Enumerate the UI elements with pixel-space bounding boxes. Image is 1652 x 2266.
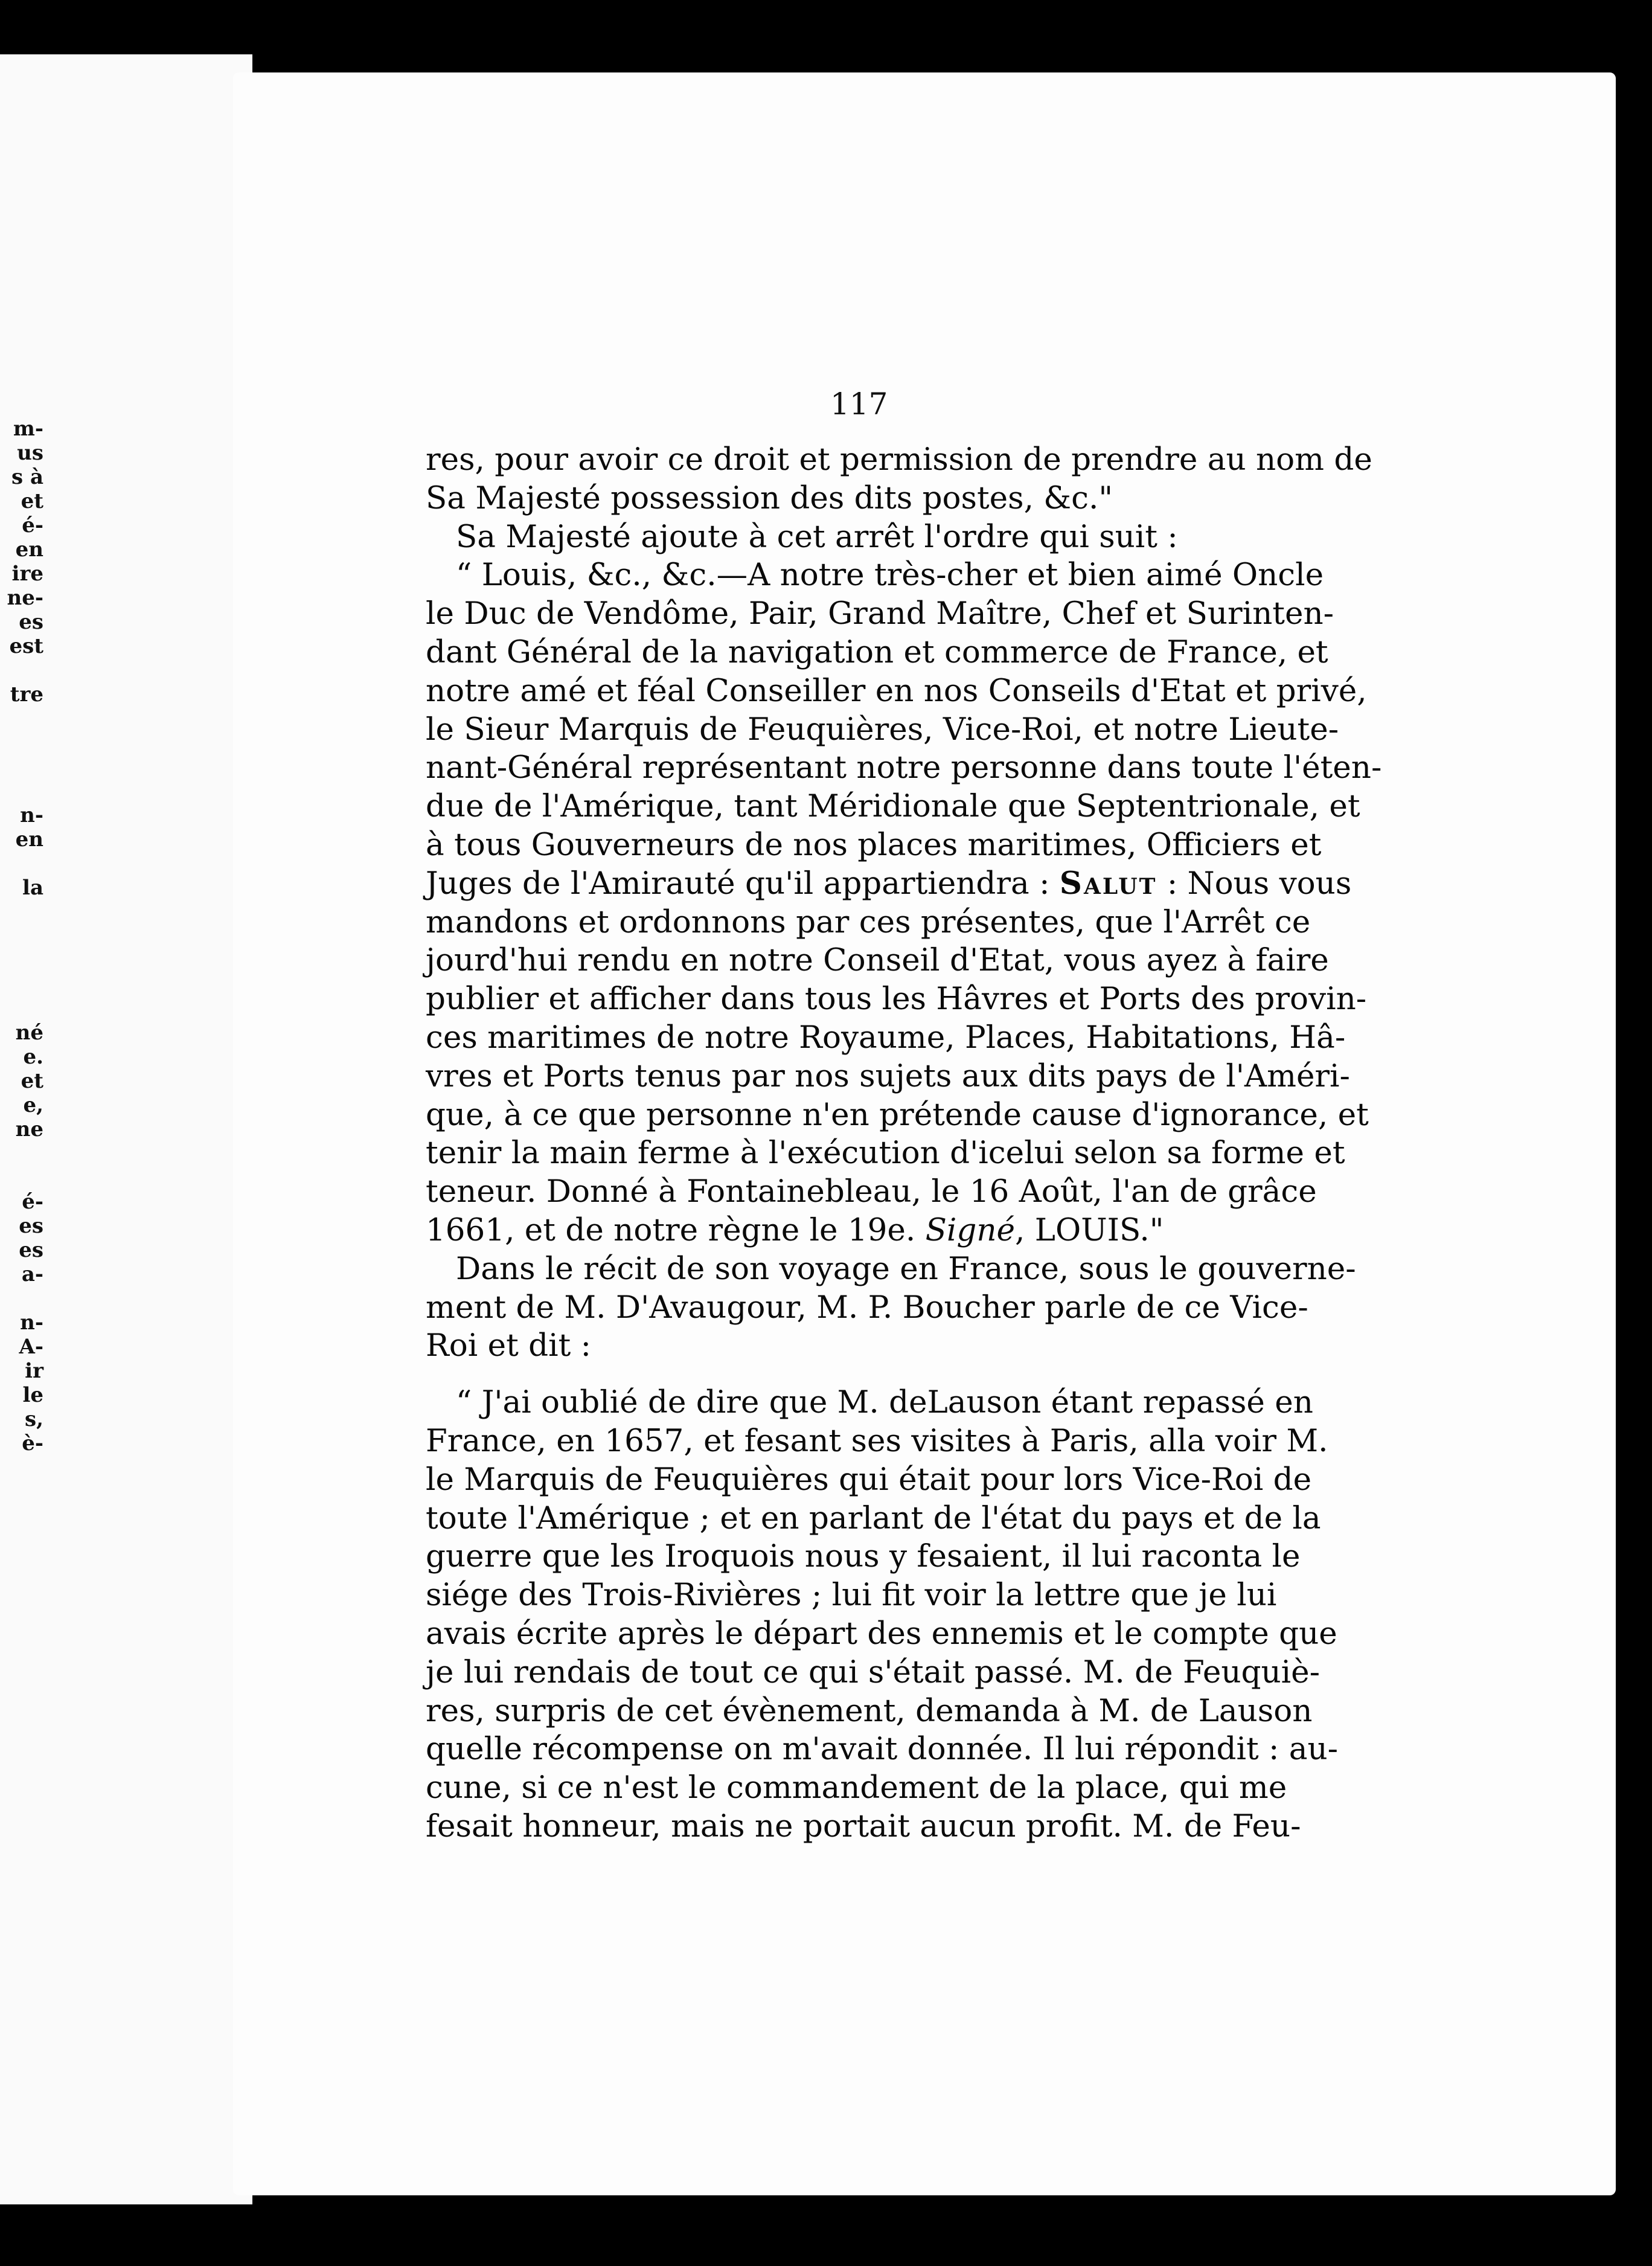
text-line: “ J'ai oublié de dire que M. deLauson étant repassé en [456, 1384, 1313, 1421]
text-run: , LOUIS." [1015, 1212, 1164, 1248]
left-fragment: en [15, 827, 43, 852]
left-fragment: né [15, 1021, 43, 1045]
text-line: publier et afficher dans tous les Hâvres et Ports des provin- [426, 981, 1367, 1018]
left-fragment [0, 1166, 43, 1190]
left-fragment: es [19, 1214, 43, 1238]
text-line: dant Général de la navigation et commerce de France, et [426, 634, 1328, 670]
left-fragment: ire [11, 562, 43, 586]
text-line: avais écrite après le départ des ennemis et le compte que [426, 1615, 1337, 1652]
left-fragment [0, 1286, 43, 1311]
text-line: Dans le récit de son voyage en France, sous le gouverne- [456, 1250, 1356, 1287]
text-line [426, 1212, 1262, 1250]
text-line: mandons et ordonnons par ces présentes, que l'Arrêt ce [426, 904, 1311, 940]
left-fragment: ne- [7, 586, 43, 610]
text-line: le Sieur Marquis de Feuquières, Vice-Roi, et notre Lieute- [426, 711, 1339, 748]
text-line: cune, si ce n'est le commandement de la place, qui me [426, 1770, 1287, 1806]
left-fragment: e, [23, 1093, 43, 1117]
text-line: quelle récompense on m'avait donnée. Il lui répondit : au- [426, 1731, 1339, 1768]
left-fragment: es [19, 610, 43, 634]
text-run: Juges de l'Amirauté qu'il appartiendra : [426, 865, 1060, 902]
left-fragment: la [22, 876, 43, 900]
left-fragment [0, 658, 43, 682]
page-body [426, 441, 1382, 1846]
text-line: Sa Majesté possession des dits postes, &c." [426, 480, 1113, 516]
left-fragment [0, 755, 43, 779]
text-line: ces maritimes de notre Royaume, Places, Habitations, Hâ- [426, 1019, 1346, 1056]
text-line: le Duc de Vendôme, Pair, Grand Maître, Chef et Surinten- [426, 595, 1334, 632]
left-fragment: ne [15, 1117, 43, 1141]
text-line: jourd'hui rendu en notre Conseil d'Etat, vous ayez à faire [426, 942, 1329, 979]
left-fragment [0, 852, 43, 876]
signe-italic: Signé [925, 1212, 1016, 1248]
text-line [426, 865, 1352, 904]
left-fragment: n- [20, 1311, 43, 1335]
page-number: 117 [830, 387, 888, 422]
text-line: notre amé et féal Conseiller en nos Conseils d'Etat et privé, [426, 672, 1367, 709]
left-fragment [0, 972, 43, 997]
left-fragment: ir [25, 1359, 43, 1383]
text-run: : Nous vous [1157, 865, 1352, 902]
left-fragment: m- [13, 417, 43, 441]
left-fragment: le [22, 1383, 43, 1407]
left-fragment: n- [20, 803, 43, 827]
left-fragment: é- [22, 513, 43, 538]
left-fragment: s, [25, 1407, 43, 1431]
left-fragment: é- [22, 1190, 43, 1214]
left-fragment [0, 779, 43, 803]
left-fragment: A- [19, 1335, 43, 1359]
text-line: Roi et dit : [426, 1327, 592, 1364]
text-line: res, surpris de cet évènement, demanda à M. de Lauson [426, 1692, 1313, 1729]
left-fragment: e. [23, 1045, 43, 1069]
paragraph-gap [426, 1366, 1262, 1384]
left-fragment [0, 707, 43, 731]
text-line: nant-Général représentant notre personne dans toute l'éten- [426, 749, 1382, 786]
text-line: teneur. Donné à Fontainebleau, le 16 Août, l'an de grâce [426, 1173, 1317, 1210]
text-line: France, en 1657, et fesant ses visites à Paris, alla voir M. [426, 1422, 1328, 1459]
left-fragment [0, 1141, 43, 1166]
left-fragment: s à [11, 465, 43, 489]
text-line: tenir la main ferme à l'exécution d'icelui selon sa forme et [426, 1135, 1345, 1172]
left-page-text-fragments [0, 417, 48, 1456]
text-line: le Marquis de Feuquières qui était pour lors Vice-Roi de [426, 1461, 1312, 1498]
text-line: toute l'Amérique ; et en parlant de l'état du pays et de la [426, 1500, 1321, 1536]
left-fragment: è- [22, 1431, 43, 1456]
left-fragment: a- [21, 1262, 43, 1286]
left-fragment: et [21, 489, 43, 513]
text-line: à tous Gouverneurs de nos places maritimes, Officiers et [426, 826, 1322, 863]
left-fragment: est [9, 634, 43, 658]
left-fragment [0, 924, 43, 948]
left-fragment [0, 731, 43, 755]
left-fragment: es [19, 1238, 43, 1262]
text-line: vres et Ports tenus par nos sujets aux dits pays de l'Améri- [426, 1058, 1350, 1094]
left-fragment: en [15, 538, 43, 562]
left-fragment [0, 900, 43, 924]
text-line: Sa Majesté ajoute à cet arrêt l'ordre qui suit : [456, 518, 1178, 555]
text-line: “ Louis, &c., &c.—A notre très-cher et bien aimé Oncle [456, 557, 1324, 594]
left-fragment [0, 997, 43, 1021]
text-line: due de l'Amérique, tant Méridionale que Septentrionale, et [426, 788, 1360, 825]
text-line: fesait honneur, mais ne portait aucun profit. M. de Feu- [426, 1808, 1301, 1844]
text-run: 1661, et de notre règne le 19e. [426, 1212, 926, 1248]
text-line: ment de M. D'Avaugour, M. P. Boucher parle de ce Vice- [426, 1289, 1308, 1326]
text-line: je lui rendais de tout ce qui s'était passé. M. de Feuquiè- [426, 1654, 1321, 1690]
left-fragment [0, 948, 43, 972]
text-line: res, pour avoir ce droit et permission de prendre au nom de [426, 441, 1372, 478]
left-fragment: us [17, 441, 43, 465]
left-fragment: tre [10, 682, 43, 707]
left-page-edge [0, 54, 252, 2204]
text-line: que, à ce que personne n'en prétende cause d'ignorance, et [426, 1096, 1369, 1133]
left-fragment: et [21, 1069, 43, 1093]
text-line: guerre que les Iroquois nous y fesaient, il lui raconta le [426, 1538, 1301, 1575]
text-line: siége des Trois-Rivières ; lui fit voir la lettre que je lui [426, 1577, 1277, 1614]
salut-smallcaps: Salut [1059, 865, 1157, 902]
